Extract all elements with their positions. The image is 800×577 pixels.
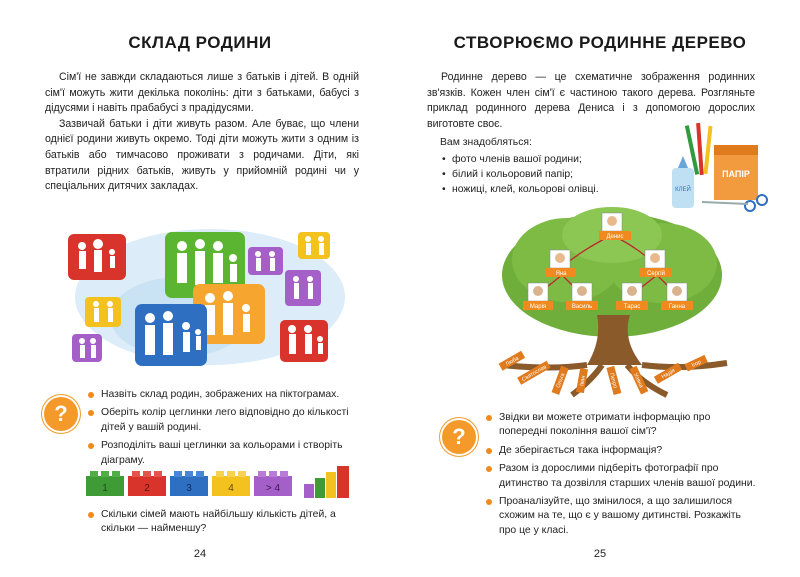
list-item: Разом із дорослими підберіть фотографії про дитинство та дозвілля старших членів вашої родини. — [486, 462, 758, 491]
brick-label: > 4 — [265, 483, 281, 494]
svg-text:ПАПІР: ПАПІР — [722, 169, 750, 179]
family-pictogram-icon — [85, 297, 121, 327]
materials-illustration — [662, 120, 772, 215]
svg-text:Яна: Яна — [555, 271, 567, 277]
brick-label: 2 — [144, 483, 150, 494]
glue-icon — [672, 156, 694, 208]
page-number: 25 — [593, 548, 607, 560]
list-item: Проаналізуйте, що змінилося, а що залишилося схожим на те, що є у вашому дитинстві. Розкажіть про це у класі. — [486, 495, 758, 538]
materials-title: Вам знадобляться: — [440, 137, 532, 148]
family-pictogram-icon — [248, 247, 283, 275]
list-item: Оберіть колір цеглинки лего відповідно до кількості дітей у вашій родині. — [88, 406, 360, 435]
brick-label: 1 — [102, 483, 108, 494]
materials-list — [440, 135, 670, 197]
lego-bricks — [84, 462, 364, 502]
questions-list — [88, 388, 360, 472]
questions-list — [486, 411, 758, 542]
svg-text:Уляна: Уляна — [631, 372, 644, 389]
family-pictogram-icon — [68, 234, 126, 280]
list-item: Де зберігається така інформація? — [486, 444, 758, 458]
svg-text:КЛЕЙ: КЛЕЙ — [675, 187, 691, 193]
svg-text:Петро: Петро — [608, 372, 618, 389]
list-item: Скільки сімей мають найбільшу кількість дітей, а скільки — найменшу? — [88, 508, 360, 537]
svg-text:Марія: Марія — [529, 304, 547, 310]
brick-green — [86, 471, 124, 496]
svg-text:Сергій: Сергій — [647, 271, 665, 277]
paragraph: Родинне дерево — це схематичне зображення родинних зв'язків. Кожен член сім'ї є частиною такого дерева. Розгляньте приклад родинного дерева Дениса і з допомогою дорослих виготовте своє. — [427, 71, 755, 130]
right-page — [400, 0, 800, 577]
list-item: Звідки ви можете отримати інформацію про попередні покоління вашої сім'ї? — [486, 411, 758, 440]
paper-icon — [714, 145, 758, 200]
svg-text:Іван: Іван — [579, 375, 587, 387]
page-number: 24 — [193, 548, 207, 560]
list-item: • білий і кольоровий папір; — [440, 167, 670, 182]
svg-text:Ольга: Ольга — [555, 372, 567, 389]
page-title: СКЛАД РОДИНИ — [128, 33, 272, 52]
brick-purple — [254, 471, 292, 496]
brick-chart — [304, 466, 349, 498]
paragraph: Зазвичай батьки і діти живуть разом. Але буває, що члени однієї родини живуть окремо. Тоді діти можуть жити з одним із батьків або тимчасово проживати з родичами. Діти, які втратили рідних батьків, живуть у прийомній родині чи у спеціальних дитячих закладах. — [45, 117, 359, 193]
brick-label: 3 — [186, 483, 192, 494]
svg-text:Надія: Надія — [660, 367, 677, 381]
family-pictogram-icon — [72, 334, 102, 362]
family-tree — [492, 205, 737, 400]
question-owl-icon: ? — [442, 420, 476, 454]
svg-text:Денис: Денис — [606, 234, 624, 240]
question-owl-icon: ? — [44, 397, 78, 431]
brick-yellow — [212, 471, 250, 496]
list-item: • ножиці, клей, кольорові олівці. — [440, 182, 670, 197]
family-pictogram-icon — [285, 270, 321, 306]
list-item: Розподіліть ваші цеглинки за кольорами і створіть діаграму. — [88, 439, 360, 468]
svg-text:Ігор: Ігор — [690, 359, 703, 369]
list-item: Назвіть склад родин, зображених на піктограмах. — [88, 388, 360, 402]
brick-label: 4 — [228, 483, 234, 494]
list-item: • фото членів вашої родини; — [440, 152, 670, 167]
pencils-icon — [685, 123, 713, 175]
paragraph: Сім'ї не завжди складаються лише з батьків і дітей. В одній сім'ї можуть жити декілька поколінь: діти з батьками, бабусі з дідусями і навіть прабабусі з прадідусями. — [45, 71, 359, 115]
brick-blue — [170, 471, 208, 496]
svg-text:Тарас: Тарас — [623, 304, 641, 310]
family-pictogram-icon — [135, 304, 207, 366]
svg-text:Святослав: Святослав — [521, 364, 548, 384]
intro-text — [45, 70, 359, 195]
svg-text:Люба: Люба — [504, 355, 520, 368]
family-pictogram-icon — [298, 232, 330, 259]
final-question — [88, 508, 360, 541]
family-pictogram-icon — [280, 320, 328, 362]
family-pictograms — [60, 222, 350, 372]
svg-text:Василь: Василь — [571, 304, 593, 310]
svg-text:Ганна: Ганна — [668, 304, 686, 310]
brick-red — [128, 471, 166, 496]
page-title: СТВОРЮЄМО РОДИННЕ ДЕРЕВО — [453, 33, 747, 52]
